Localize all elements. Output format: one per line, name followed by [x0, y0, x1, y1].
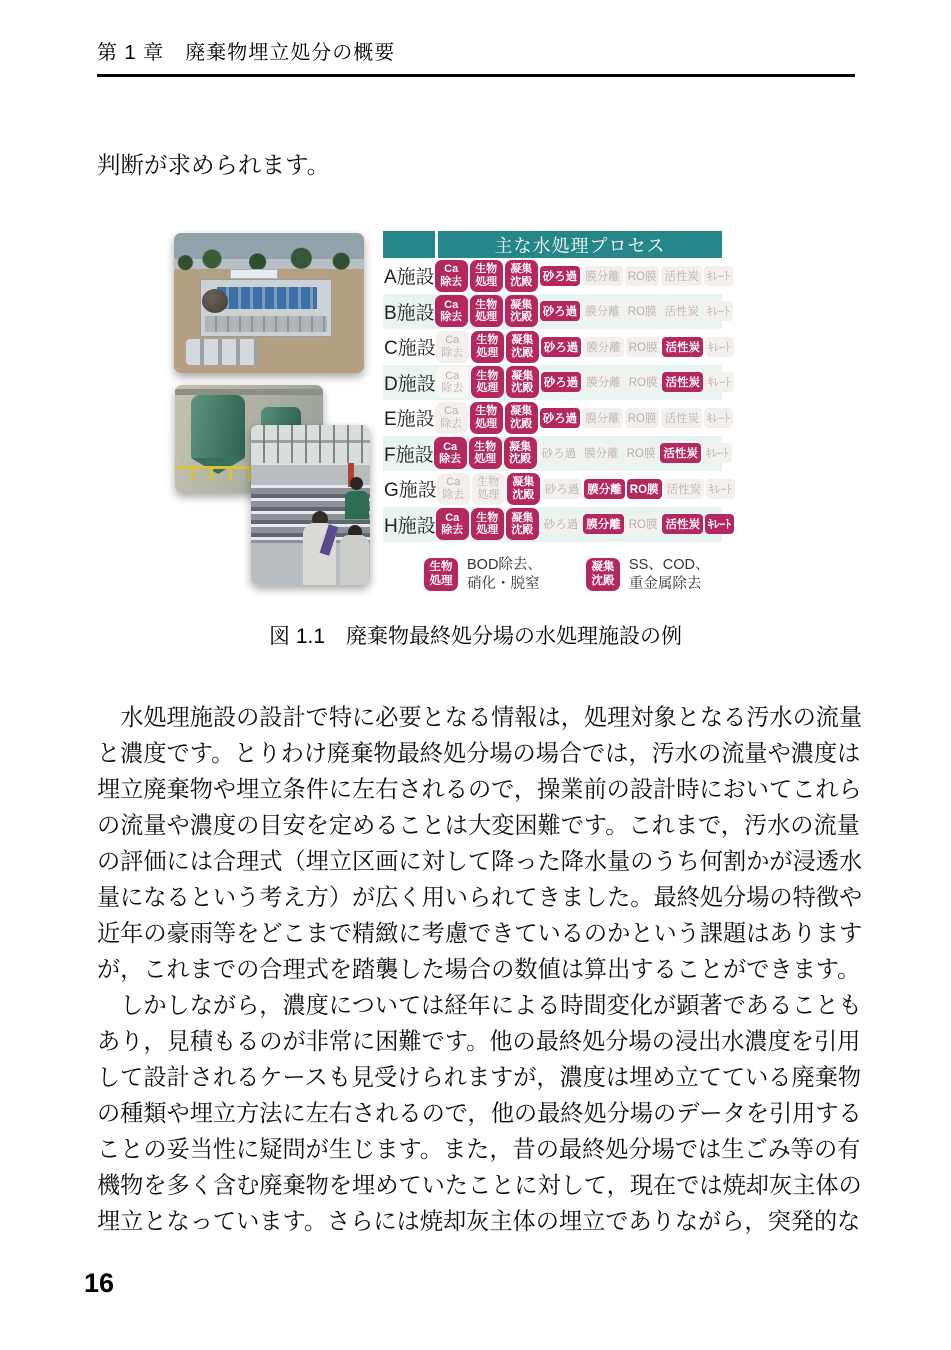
process-badge-coagulation-sedimentation: 凝集 沈殿 [506, 331, 539, 363]
facility-label: B施設 [384, 302, 435, 324]
process-badge-ca-removal: Ca 除去 [435, 260, 468, 292]
process-badge-activated-carbon: 活性炭 [660, 443, 701, 463]
process-badge-membrane-separation: 膜分離 [582, 301, 623, 321]
process-badge-ro-membrane: RO膜 [627, 479, 662, 499]
table-row [383, 329, 731, 365]
process-badge-biological-treatment: 生物 処理 [471, 508, 504, 540]
intro-sentence: 判断が求められます。 [97, 151, 331, 179]
table-row [383, 471, 733, 507]
process-badge-activated-carbon: 活性炭 [661, 266, 702, 286]
text-line: しかしながら，濃度については経年による時間変化が顕著であることも [120, 992, 862, 1019]
process-badge-biological-treatment: 生物 処理 [470, 295, 503, 327]
paragraph [97, 988, 862, 1240]
text-line: 埋立廃棄物や埋立条件に左右されるので，操業前の設計時においてこれら [97, 776, 862, 803]
process-badge-sand-filtration: 砂ろ過 [541, 514, 582, 534]
process-badge-sand-filtration: 砂ろ過 [542, 479, 583, 499]
process-cells [436, 366, 734, 398]
process-badge-chelate: ｷﾚｰﾄ [704, 301, 733, 321]
process-badge-biological-treatment: 生物 処理 [469, 437, 502, 469]
process-badge-activated-carbon: 活性炭 [662, 514, 703, 534]
process-badge-membrane-separation: 膜分離 [583, 372, 624, 392]
text-line: と濃度です。とりわけ廃棄物最終処分場の場合では，汚水の流量や濃度は [97, 740, 861, 767]
process-badge-ro-membrane: RO膜 [626, 372, 661, 392]
process-badge-coagulation-sedimentation: 凝集 沈殿 [507, 473, 540, 505]
text-line: 埋立となっています。さらには焼却灰主体の埋立でありながら，突発的な [97, 1208, 861, 1235]
process-badge-sand-filtration: 砂ろ過 [540, 266, 581, 286]
facility-label: E施設 [384, 409, 435, 431]
table-title: 主な水処理プロセス [438, 231, 722, 258]
table-row [383, 294, 730, 330]
text-line: 量になるという考え方）が広く用いられてきました。最終処分場の特徴や [97, 884, 863, 911]
process-badge-chelate: ｷﾚｰﾄ [706, 479, 735, 499]
process-cells [437, 473, 735, 505]
overhead-pipe-art [175, 389, 323, 395]
process-badge-coagulation-sedimentation: 凝集 沈殿 [506, 366, 539, 398]
text-line: が，これまでの合理式を踏襲した場合の数値は算出することができます。 [97, 956, 861, 983]
text-line: あり，見積もるのが非常に困難です。他の最終処分場の浸出水濃度を引用 [97, 1028, 861, 1055]
piping-inspection-photo [251, 425, 370, 585]
process-badge-ca-removal: Ca 除去 [434, 437, 467, 469]
text-line: 機物を多く含む廃棄物を埋めていたことに対して，現在では焼却灰主体の [97, 1172, 862, 1199]
process-badge-membrane-separation: 膜分離 [583, 514, 624, 534]
process-badge-membrane-separation: 膜分離 [582, 408, 623, 428]
person-gray-suit-art [340, 535, 369, 585]
process-badge-ca-removal: Ca 除去 [437, 473, 470, 505]
process-badge-chelate: ｷﾚｰﾄ [705, 337, 734, 357]
table-row [383, 258, 730, 294]
process-cells [434, 437, 732, 469]
round-tank-art [202, 289, 228, 313]
process-badge-membrane-separation: 膜分離 [583, 337, 624, 357]
process-badge-activated-carbon: 活性炭 [664, 479, 705, 499]
table-row [383, 436, 729, 472]
process-cells [435, 295, 733, 327]
process-badge-ca-removal: Ca 除去 [436, 331, 469, 363]
text-line: の種類や埋立方法に左右されるので，他の最終処分場のデータを引用する [97, 1100, 862, 1127]
legend-text: BOD除去、 硝化・脱窒 [467, 557, 542, 592]
process-badge-biological-treatment: 生物 処理 [470, 402, 503, 434]
process-badge-ro-membrane: RO膜 [625, 408, 660, 428]
facility-label: A施設 [384, 267, 435, 289]
table-row [383, 507, 731, 543]
roof-truss-art [251, 425, 370, 463]
process-badge-chelate: ｷﾚｰﾄ [705, 372, 734, 392]
process-badge-sand-filtration: 砂ろ過 [539, 443, 580, 463]
process-badge-sand-filtration: 砂ろ過 [541, 337, 582, 357]
process-badge-activated-carbon: 活性炭 [662, 372, 703, 392]
facility-label: F施設 [384, 444, 434, 466]
table-row [383, 365, 731, 401]
green-tank-large-art [191, 395, 245, 459]
process-badge-sand-filtration: 砂ろ過 [541, 372, 582, 392]
text-line: ことの妥当性に疑問が生じます。また，昔の最終処分場では生ごみ等の有 [97, 1136, 861, 1163]
facility-label: C施設 [384, 338, 436, 360]
facility-label: G施設 [384, 480, 437, 502]
text-line: の評価には合理式（埋立区画に対して降った降水量のうち何割かが浸透水 [97, 848, 863, 875]
legend-text: SS、COD、 重金属除去 [628, 557, 710, 592]
chapter-header: 第 1 章 廃棄物埋立処分の概要 [97, 36, 855, 77]
legend-item [586, 556, 710, 594]
process-badge-coagulation-sedimentation: 凝集 沈殿 [505, 402, 538, 434]
deck-art [205, 316, 327, 332]
silo-tanks-art [186, 339, 258, 365]
process-badge-biological-treatment: 生物 処理 [471, 331, 504, 363]
process-badge-ca-removal: Ca 除去 [436, 366, 469, 398]
figure-caption: 図 1.1 廃棄物最終処分場の水処理施設の例 [268, 625, 683, 648]
text-line: 水処理施設の設計で特に必要となる情報は，処理対象となる汚水の流量 [120, 704, 863, 731]
process-badge-ro-membrane: RO膜 [625, 266, 660, 286]
facility-label: D施設 [384, 373, 436, 395]
figure-legend [424, 556, 710, 594]
legend-item [424, 556, 542, 594]
process-table-rows [383, 258, 733, 542]
facility-label: H施設 [384, 515, 436, 537]
process-badge-ro-membrane: RO膜 [626, 514, 661, 534]
process-badge-biological-treatment: 生物 処理 [472, 473, 505, 505]
process-badge-ro-membrane: RO膜 [626, 337, 661, 357]
process-badge-chelate: ｷﾚｰﾄ [705, 514, 734, 534]
body-text [97, 700, 863, 1240]
table-corner-cell [383, 231, 435, 258]
aerial-treatment-plant-photo [174, 233, 364, 373]
table-header-row [383, 231, 722, 258]
legend-badge: 生物 処理 [424, 558, 458, 591]
aeration-basin-art [217, 287, 317, 309]
canopy-art [230, 269, 278, 279]
process-badge-membrane-separation: 膜分離 [584, 479, 625, 499]
process-badge-ro-membrane: RO膜 [624, 443, 659, 463]
table-row [383, 400, 730, 436]
text-line: 近年の豪雨等をどこまで精緻に考慮できているのかという課題はあります [97, 920, 863, 947]
process-cells [435, 402, 733, 434]
process-badge-coagulation-sedimentation: 凝集 沈殿 [505, 295, 538, 327]
process-badge-activated-carbon: 活性炭 [661, 408, 702, 428]
process-badge-chelate: ｷﾚｰﾄ [704, 266, 733, 286]
process-badge-ro-membrane: RO膜 [625, 301, 660, 321]
process-badge-biological-treatment: 生物 処理 [470, 260, 503, 292]
process-badge-coagulation-sedimentation: 凝集 沈殿 [506, 508, 539, 540]
process-cells [436, 331, 734, 363]
process-badge-chelate: ｷﾚｰﾄ [704, 408, 733, 428]
process-badge-membrane-separation: 膜分離 [582, 266, 623, 286]
person-green-art [345, 491, 369, 519]
legend-badge: 凝集 沈殿 [586, 558, 620, 591]
paragraph [97, 700, 863, 988]
process-badge-chelate: ｷﾚｰﾄ [703, 443, 732, 463]
person-head-art [350, 477, 363, 490]
process-badge-ca-removal: Ca 除去 [435, 295, 468, 327]
process-table [383, 231, 733, 542]
process-badge-sand-filtration: 砂ろ過 [540, 301, 581, 321]
process-badge-sand-filtration: 砂ろ過 [540, 408, 581, 428]
process-badge-ca-removal: Ca 除去 [435, 402, 468, 434]
process-cells [436, 508, 734, 540]
process-badge-ca-removal: Ca 除去 [436, 508, 469, 540]
process-badge-biological-treatment: 生物 処理 [471, 366, 504, 398]
text-line: の流量や濃度の目安を定めることは大変困難です。これまで，汚水の流量 [97, 812, 860, 839]
process-badge-activated-carbon: 活性炭 [662, 337, 703, 357]
process-cells [435, 260, 733, 292]
process-badge-coagulation-sedimentation: 凝集 沈殿 [505, 260, 538, 292]
page-number: 16 [84, 1268, 115, 1298]
process-badge-membrane-separation: 膜分離 [581, 443, 622, 463]
process-badge-coagulation-sedimentation: 凝集 沈殿 [504, 437, 537, 469]
process-badge-activated-carbon: 活性炭 [661, 301, 702, 321]
text-line: して設計されるケースも見受けられますが，濃度は埋め立てている廃棄物 [97, 1064, 862, 1091]
